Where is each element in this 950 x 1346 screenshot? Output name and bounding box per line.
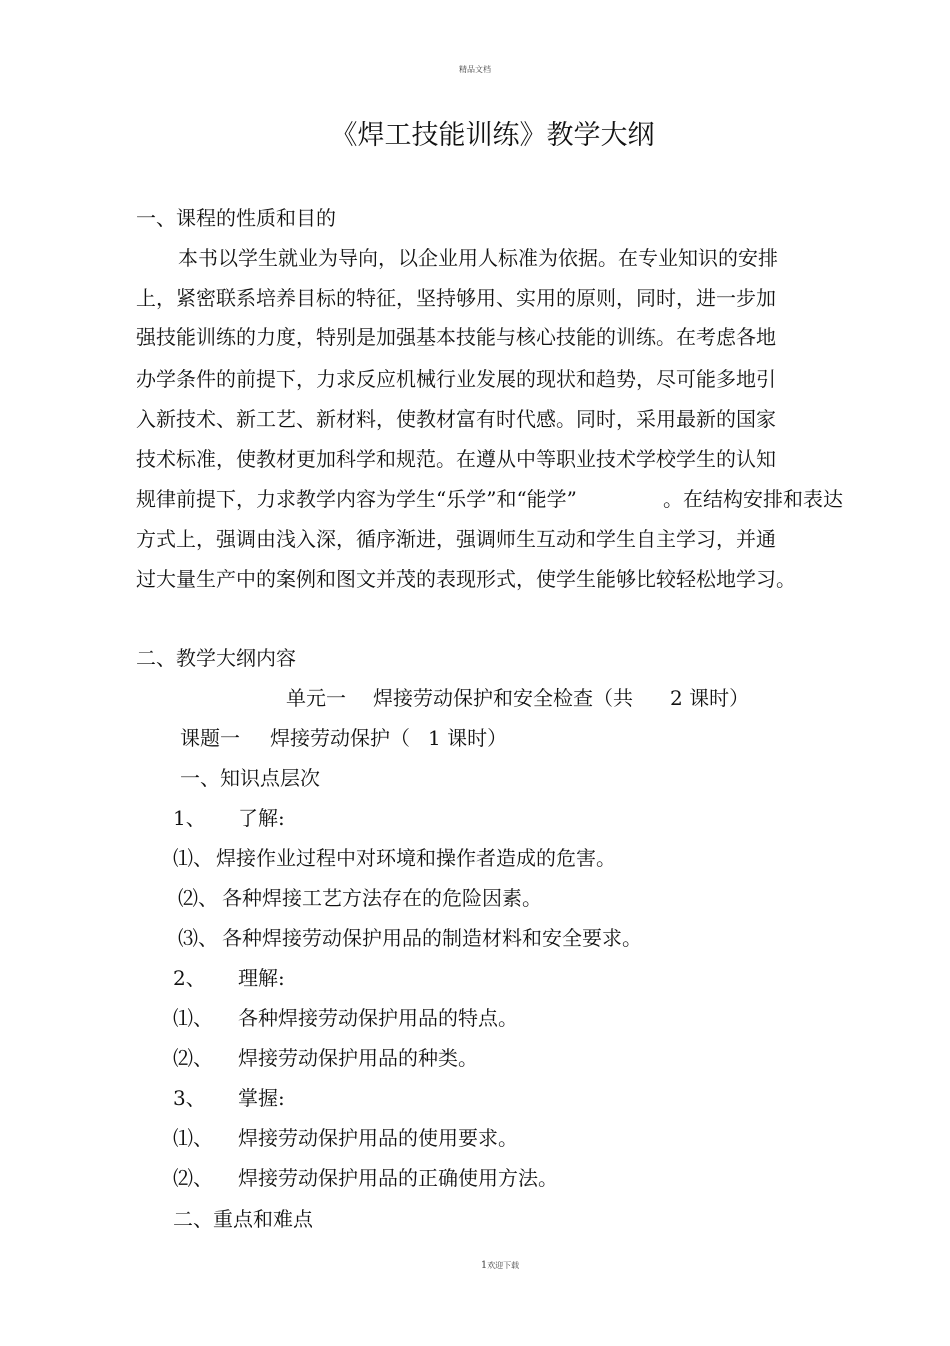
topic-hours: 1 课时）	[428, 726, 508, 750]
page-footer	[0, 1261, 950, 1271]
item-text: 各种焊接劳动保护用品的制造材料和安全要求。	[222, 926, 642, 950]
paragraph-line: 上，紧密联系培养目标的特征，坚持够用、实用的原则，同时，进一步加	[136, 286, 776, 310]
item-text: 焊接劳动保护用品的种类。	[238, 1046, 478, 1070]
unit-title: 焊接劳动保护和安全检查（共	[373, 686, 633, 710]
paragraph-line: 过大量生产中的案例和图文并茂的表现形式，使学生能够比较轻松地学习。	[136, 567, 796, 591]
paragraph-line: 入新技术、新工艺、新材料，使教材富有时代感。同时，采用最新的国家	[136, 407, 776, 431]
item-number: ⑴、	[173, 1126, 213, 1150]
item-number: ⑵、	[173, 1166, 213, 1190]
unit-label: 单元一	[286, 686, 346, 710]
item-number: ⑵、	[178, 886, 218, 910]
item-number: ⑴、	[173, 1006, 213, 1030]
paragraph-line: 规律前提下，力求教学内容为学生“乐学”和“能学”	[136, 487, 577, 511]
topic-title: 焊接劳动保护（	[270, 726, 410, 750]
level-label: 了解:	[238, 806, 285, 830]
unit-hours: 2 课时）	[670, 686, 750, 710]
document-title: 《焊工技能训练》教学大纲	[330, 120, 655, 151]
item-text: 各种焊接劳动保护用品的特点。	[238, 1006, 518, 1030]
level-label: 理解:	[238, 966, 285, 990]
topic-label: 课题一	[180, 726, 240, 750]
level-label: 掌握:	[238, 1086, 285, 1110]
item-text: 焊接作业过程中对环境和操作者造成的危害。	[216, 846, 616, 870]
level-number: 3、	[173, 1086, 206, 1110]
key-points-heading: 二、重点和难点	[173, 1207, 313, 1231]
paragraph-line: 办学条件的前提下，力求反应机械行业发展的现状和趋势，尽可能多地引	[136, 367, 776, 391]
paragraph-line: 技术标准，使教材更加科学和规范。在遵从中等职业技术学校学生的认知	[136, 447, 776, 471]
knowledge-heading: 一、知识点层次	[180, 766, 320, 790]
item-text: 焊接劳动保护用品的正确使用方法。	[238, 1166, 558, 1190]
level-number: 1、	[173, 806, 206, 830]
item-text: 各种焊接工艺方法存在的危险因素。	[222, 886, 542, 910]
paragraph-line: 本书以学生就业为导向，以企业用人标准为依据。在专业知识的安排	[178, 246, 778, 270]
level-number: 2、	[173, 966, 206, 990]
section2-heading: 二、教学大纲内容	[136, 646, 296, 670]
item-number: ⑴、	[173, 846, 213, 870]
item-text: 焊接劳动保护用品的使用要求。	[238, 1126, 518, 1150]
section1-heading: 一、课程的性质和目的	[136, 206, 336, 230]
footer-text: 欢迎下载	[487, 1261, 520, 1270]
paragraph-line-tail: 。在结构安排和表达	[663, 487, 843, 511]
item-number: ⑶、	[178, 926, 218, 950]
paragraph-line: 强技能训练的力度，特别是加强基本技能与核心技能的训练。在考虑各地	[136, 325, 776, 349]
paragraph-line: 方式上，强调由浅入深，循序渐进，强调师生互动和学生自主学习，并通	[136, 527, 776, 551]
page-number: 1	[480, 1260, 488, 1271]
page-header: 精品文档	[459, 65, 491, 74]
item-number: ⑵、	[173, 1046, 213, 1070]
